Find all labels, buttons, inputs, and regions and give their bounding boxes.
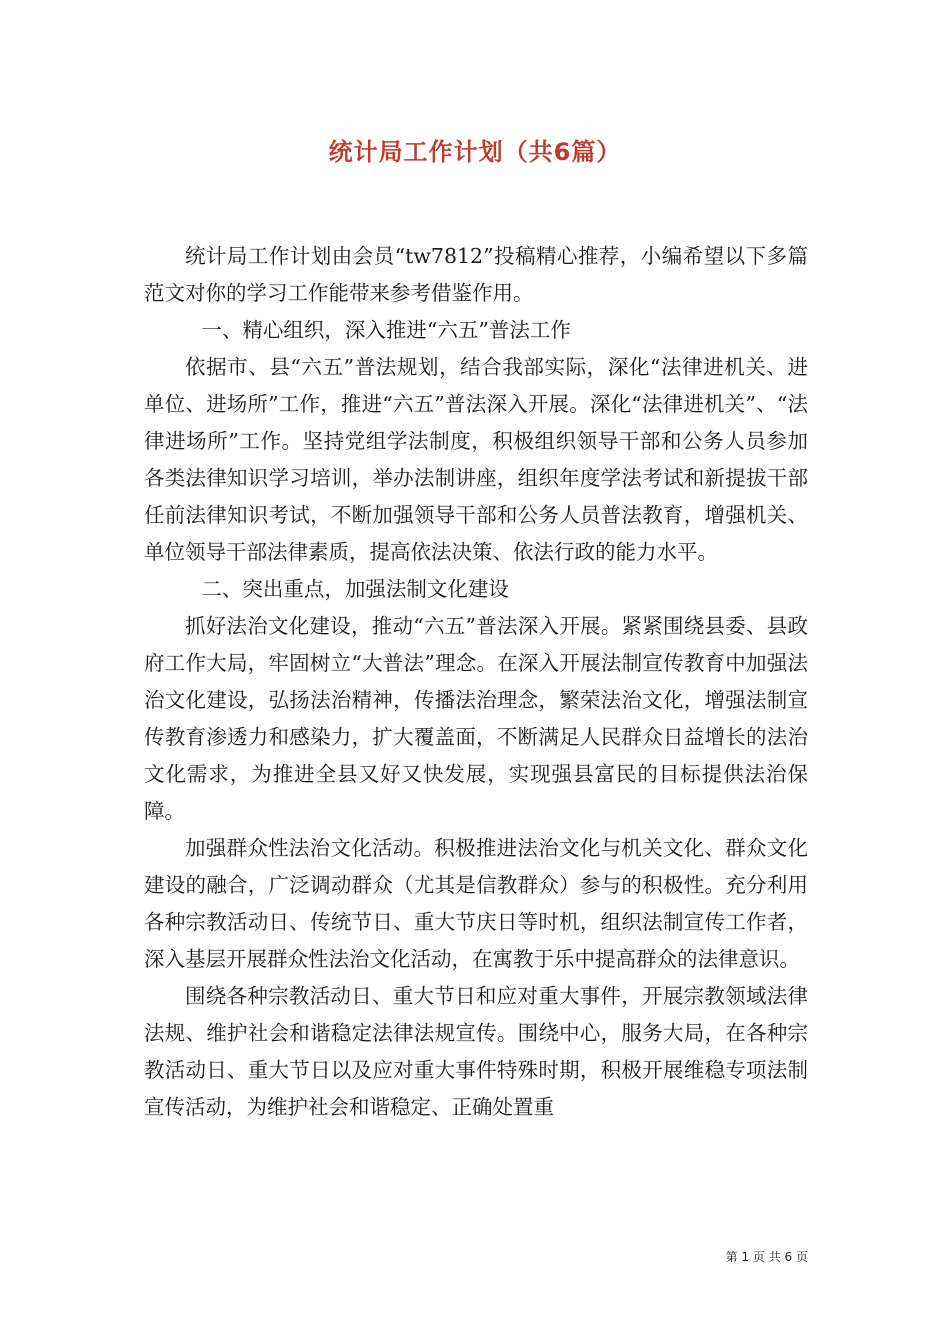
paragraph-body: 加强群众性法治文化活动。积极推进法治文化与机关文化、群众文化建设的融合，广泛调动群众（尤其是信教群众）参与的积极性。充分利用各种宗教活动日、传统节日、重大节庆日等时机，组织法制宣传工作者，深入基层开展群众性法治文化活动，在寓教于乐中提高群众的法律意识。 [144,836,808,971]
document-title: 统计局工作计划（共6篇） [328,138,622,166]
document-body [144,238,808,1126]
paragraph-body: 依据市、县“六五”普法规划，结合我部实际，深化“法律进机关、进单位、进场所”工作，推进“六五”普法深入开展。深化“法律进机关”、“法律进场所”工作。坚持党组学法制度，积极组织领导干部和公务人员参加各类法律知识学习培训，举办法制讲座，组织年度学法考试和新提拔干部任前法律知识考试，不断加强领导干部和公务人员普法教育，增强机关、单位领导干部法律素质，提高依法决策、依法行政的能力水平。 [144,355,808,564]
paragraph-body: 抓好法治文化建设，推动“六五”普法深入开展。紧紧围绕县委、县政府工作大局，牢固树立“大普法”理念。在深入开展法制宣传教育中加强法治文化建设，弘扬法治精神，传播法治理念，繁荣法治文化，增强法制宣传教育渗透力和感染力，扩大覆盖面，不断满足人民群众日益增长的法治文化需求，为推进全县又好又快发展，实现强县富民的目标提供法治保障。 [144,614,808,823]
section-heading-2: 二、突出重点，加强法制文化建设 [201,577,509,601]
paragraph-intro: 统计局工作计划由会员“tw7812”投稿精心推荐，小编希望以下多篇范文对你的学习工作能带来参考借鉴作用。 [144,244,808,305]
paragraph-body: 围绕各种宗教活动日、重大节日和应对重大事件，开展宗教领域法律法规、维护社会和谐稳定法律法规宣传。围绕中心，服务大局，在各种宗教活动日、重大节日以及应对重大事件特殊时期，积极开展维稳专项法制宣传活动，为维护社会和谐稳定、正确处置重 [144,984,808,1119]
page-number-footer: 第 1 页 共 6 页 [725,1250,808,1264]
section-heading-1: 一、精心组织，深入推进“六五”普法工作 [201,318,571,342]
